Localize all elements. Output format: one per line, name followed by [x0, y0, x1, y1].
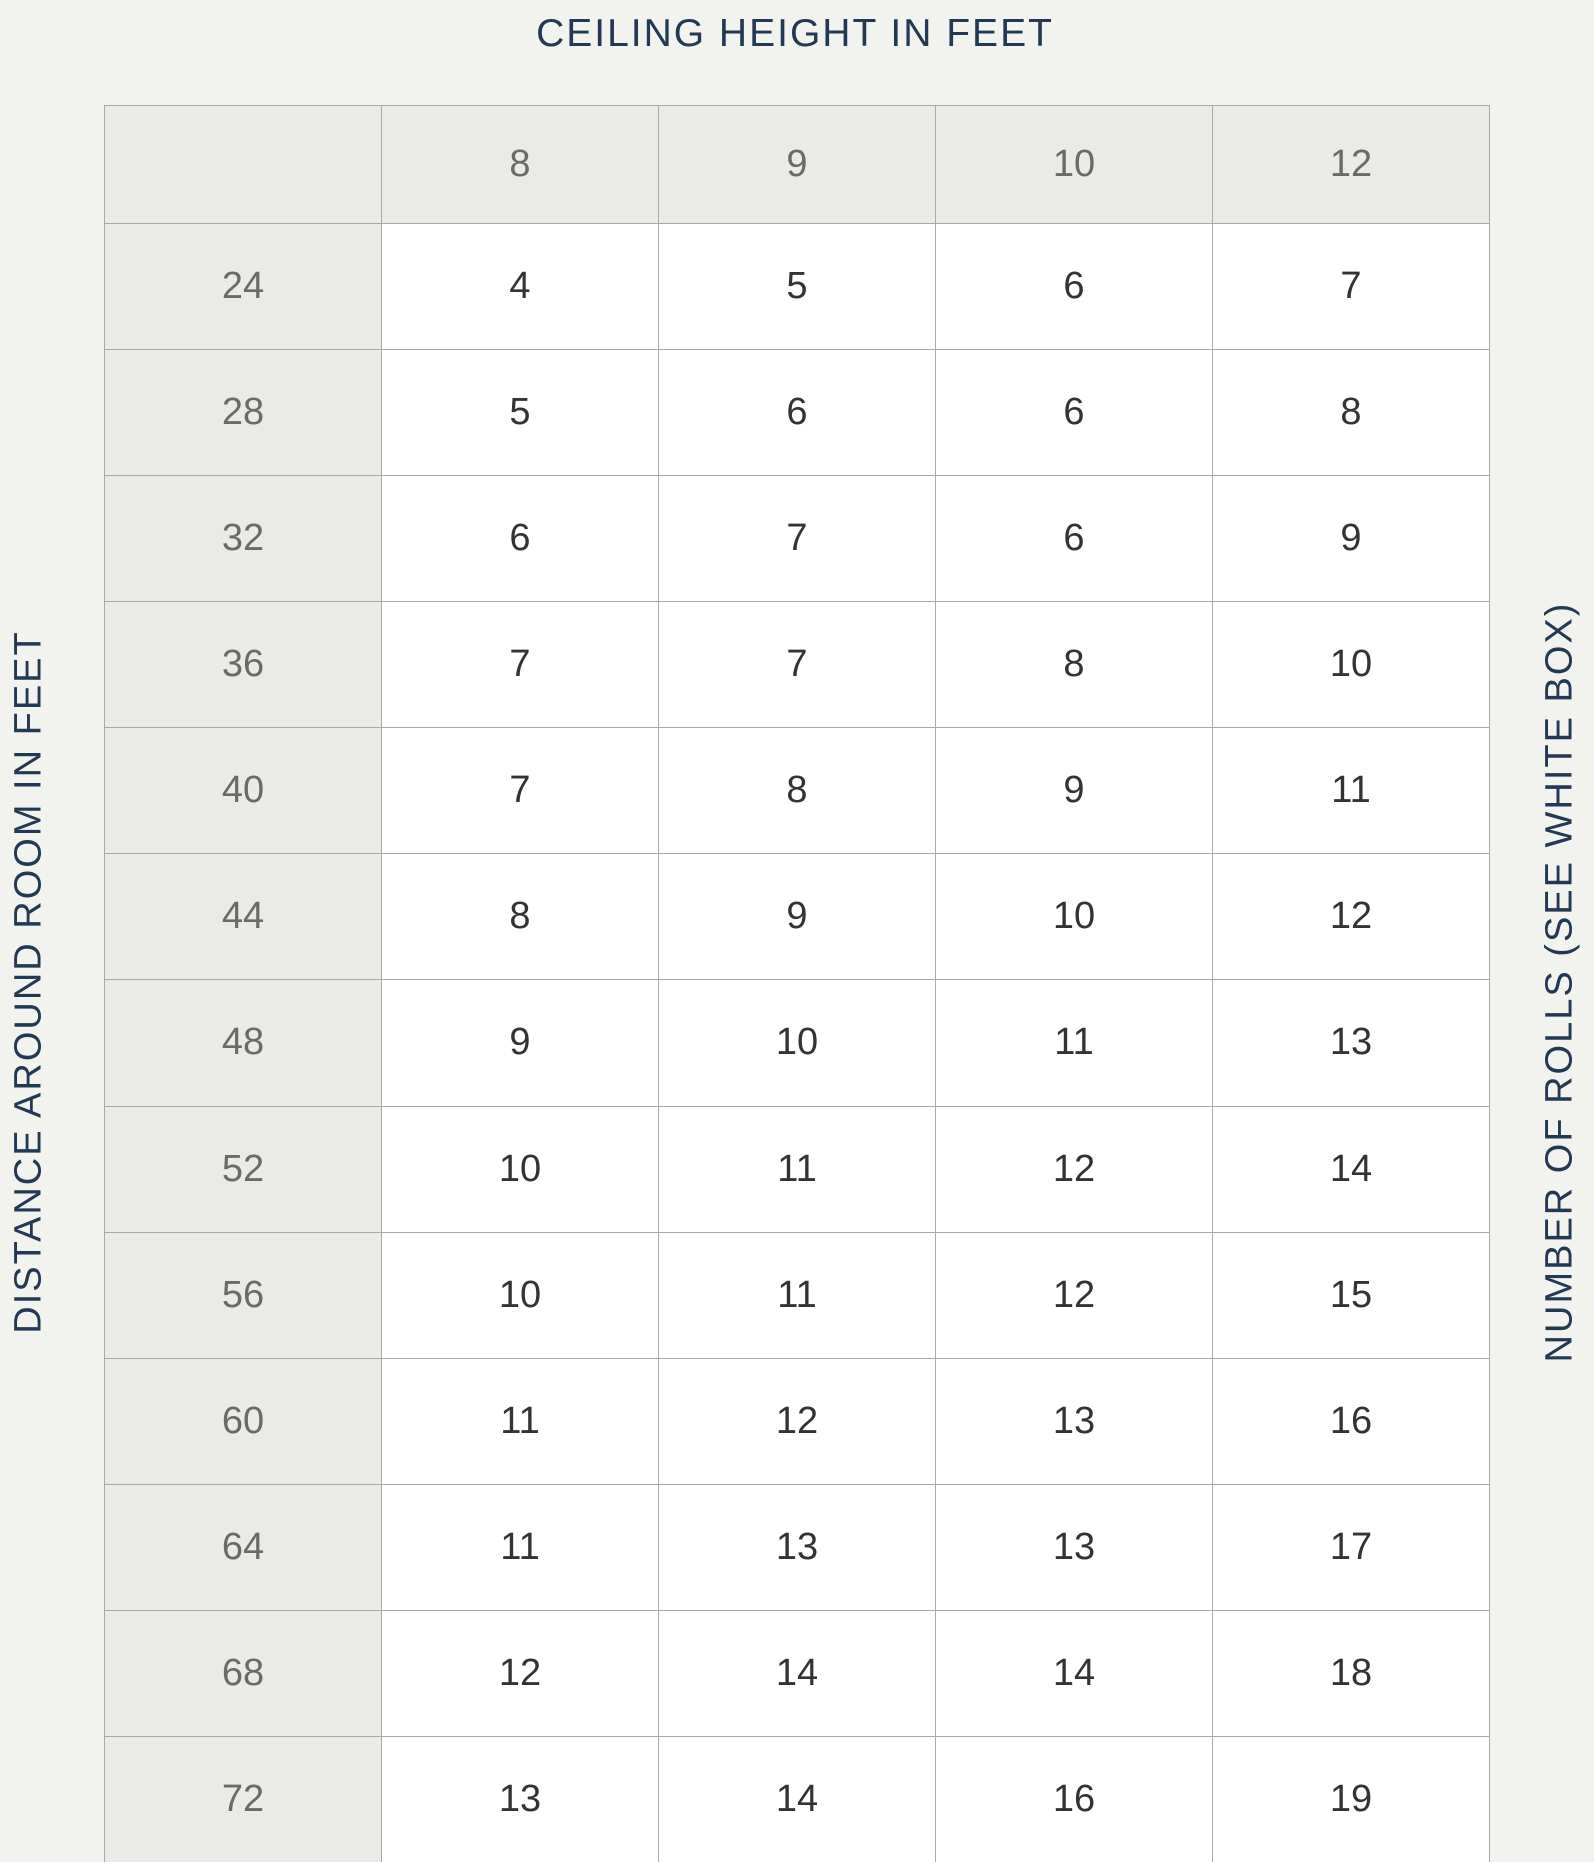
row-header-distance-28: 28 — [105, 350, 382, 476]
column-header-ceiling-10: 10 — [936, 106, 1213, 224]
rolls-cell: 8 — [1213, 350, 1490, 476]
row-header-distance-64: 64 — [105, 1484, 382, 1610]
rolls-cell: 6 — [936, 350, 1213, 476]
rolls-cell: 10 — [936, 854, 1213, 980]
rolls-cell: 15 — [1213, 1232, 1490, 1358]
table-row — [105, 350, 1490, 476]
table-row — [105, 1610, 1490, 1736]
row-header-distance-24: 24 — [105, 224, 382, 350]
row-axis-label: DISTANCE AROUND ROOM IN FEET — [7, 630, 50, 1334]
rolls-cell: 4 — [382, 224, 659, 350]
rolls-cell: 6 — [659, 350, 936, 476]
table-row — [105, 854, 1490, 980]
rolls-cell: 18 — [1213, 1610, 1490, 1736]
rolls-cell: 8 — [659, 728, 936, 854]
rolls-cell: 14 — [1213, 1106, 1490, 1232]
table-row — [105, 1232, 1490, 1358]
rolls-cell: 7 — [1213, 224, 1490, 350]
rolls-cell: 16 — [936, 1736, 1213, 1862]
rolls-cell: 10 — [659, 980, 936, 1106]
table-row — [105, 224, 1490, 350]
rolls-cell: 12 — [936, 1232, 1213, 1358]
row-header-distance-56: 56 — [105, 1232, 382, 1358]
rolls-cell: 10 — [1213, 602, 1490, 728]
rolls-cell: 9 — [1213, 476, 1490, 602]
rolls-cell: 10 — [382, 1106, 659, 1232]
column-header-ceiling-9: 9 — [659, 106, 936, 224]
row-header-distance-52: 52 — [105, 1106, 382, 1232]
rolls-cell: 14 — [659, 1736, 936, 1862]
table-row — [105, 728, 1490, 854]
rolls-cell: 8 — [382, 854, 659, 980]
rolls-cell: 10 — [382, 1232, 659, 1358]
rolls-cell: 9 — [936, 728, 1213, 854]
rolls-cell: 7 — [382, 602, 659, 728]
rolls-table-body — [105, 106, 1490, 1862]
rolls-cell: 13 — [659, 1484, 936, 1610]
rolls-cell: 14 — [936, 1610, 1213, 1736]
row-header-distance-32: 32 — [105, 476, 382, 602]
row-header-distance-68: 68 — [105, 1610, 382, 1736]
table-row — [105, 476, 1490, 602]
rolls-cell: 12 — [1213, 854, 1490, 980]
table-row — [105, 1106, 1490, 1232]
table-row — [105, 980, 1490, 1106]
table-row — [105, 1484, 1490, 1610]
row-header-distance-36: 36 — [105, 602, 382, 728]
row-header-distance-48: 48 — [105, 980, 382, 1106]
rolls-cell: 7 — [659, 602, 936, 728]
table-row — [105, 602, 1490, 728]
column-header-ceiling-8: 8 — [382, 106, 659, 224]
rolls-cell: 9 — [659, 854, 936, 980]
rolls-cell: 9 — [382, 980, 659, 1106]
rolls-cell: 13 — [382, 1736, 659, 1862]
rolls-cell: 12 — [382, 1610, 659, 1736]
rolls-cell: 12 — [659, 1358, 936, 1484]
value-axis-label: NUMBER OF ROLLS (SEE WHITE BOX) — [1538, 601, 1581, 1363]
row-header-distance-44: 44 — [105, 854, 382, 980]
rolls-cell: 19 — [1213, 1736, 1490, 1862]
rolls-cell: 13 — [1213, 980, 1490, 1106]
rolls-cell: 6 — [936, 224, 1213, 350]
rolls-cell: 13 — [936, 1358, 1213, 1484]
table-corner-cell — [105, 106, 382, 224]
rolls-cell: 14 — [659, 1610, 936, 1736]
rolls-cell: 11 — [1213, 728, 1490, 854]
rolls-cell: 12 — [936, 1106, 1213, 1232]
table-row — [105, 1358, 1490, 1484]
rolls-cell: 6 — [382, 476, 659, 602]
rolls-table — [104, 105, 1490, 1862]
rolls-cell: 11 — [382, 1484, 659, 1610]
rolls-cell: 11 — [936, 980, 1213, 1106]
rolls-cell: 11 — [659, 1106, 936, 1232]
rolls-cell: 13 — [936, 1484, 1213, 1610]
rolls-cell: 6 — [936, 476, 1213, 602]
row-header-distance-40: 40 — [105, 728, 382, 854]
chart-title: CEILING HEIGHT IN FEET — [536, 12, 1054, 55]
rolls-cell: 5 — [382, 350, 659, 476]
rolls-cell: 7 — [382, 728, 659, 854]
rolls-cell: 8 — [936, 602, 1213, 728]
rolls-cell: 5 — [659, 224, 936, 350]
rolls-cell: 17 — [1213, 1484, 1490, 1610]
rolls-cell: 11 — [382, 1358, 659, 1484]
rolls-cell: 16 — [1213, 1358, 1490, 1484]
rolls-cell: 11 — [659, 1232, 936, 1358]
row-header-distance-72: 72 — [105, 1736, 382, 1862]
table-row — [105, 1736, 1490, 1862]
column-header-ceiling-12: 12 — [1213, 106, 1490, 224]
table-header-row — [105, 106, 1490, 224]
rolls-cell: 7 — [659, 476, 936, 602]
row-header-distance-60: 60 — [105, 1358, 382, 1484]
